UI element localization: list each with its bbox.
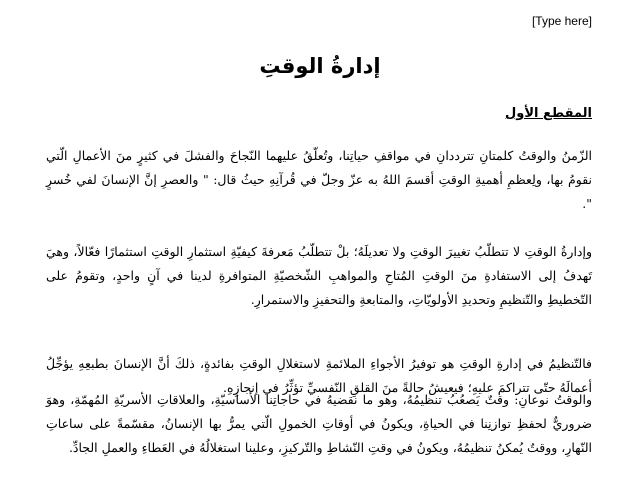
paragraph-3: فالتّنظيمُ في إدارةِ الوقتِ هو توفيرُ الأجواءِ الملائمةِ لاستغلالِ الوقتِ بفائدةٍ، ذلكَ أنَّ الإنسانَ بطبعِهِ يؤجِّلُ أعمالَهُ حتّى تتراكمَ عليهِ؛ فيعيشُ حالةً منَ القلقِ النّفسيِّ تؤثِّرُ في إنجازِهِ.: [46, 356, 592, 395]
document-title: إدارةُ الوقتِ: [259, 54, 381, 78]
paragraph-4: والوقتُ نوعانِ: وقتٌ يَصعُبُ تنظيمُهُ، وهو ما نقضيهُ في حاجاتِنا الأساسيّةِ، والعلاقاتِ الأسريّةِ المُهمّةِ، وهوَ ضروريٌّ لحفظِ توازنِنا في الحياةِ، ويكونُ في أوقاتِ الخمولِ الّتي يمرُّ بها الإنسانُ، مقسّمةً على ساعاتِ النّهارِ، ووقتٌ يُمكنُ تنظيمُهُ، ويكونُ في وقتِ النّشاطِ والتّركيزِ، وعلينا استغلالُهُ في العَطاءِ والعملِ الجادِّ.: [46, 392, 592, 455]
header-placeholder[interactable]: [Type here]: [531, 14, 592, 28]
paragraph-2: وإدارةُ الوقتِ لا تتطلّبُ تغييرَ الوقتِ ولا تعديلَهُ؛ بلْ تتطلّبُ مَعرفةَ كيفيّةِ استثمارِ الوقتِ استثمارًا فعّالاً، وهيَ تَهدفُ إلى الاستفادةِ منَ الوقتِ المُتاحِ والمواهبِ الشّخصيّةِ المتوافرةِ لدينا في آنٍ واحدٍ، وتقومُ على التّخطيطِ والتّنظيمِ وتحديدِ الأولويّاتِ، والمتابعةِ والتحفيزِ والاستمرارِ.: [46, 244, 592, 307]
paragraph-1: الزّمنُ والوقتُ كلمتانِ تترددانِ في مواقفِ حياتِنا، وتُعلّقُ عليهما النّجاحَ والفشلَ في كثيرٍ منَ الأعمالِ الّتي نقومُ بها، ولِعظمِ أهميةِ الوقتِ أقسمَ اللهُ به عزّ وجلّ في قُرآنِهِ حيثُ قال: " والعصرِ إنَّ الإنسانَ لفي خُسرٍ ".: [46, 148, 592, 211]
section-heading: المقطع الأول: [505, 106, 592, 121]
